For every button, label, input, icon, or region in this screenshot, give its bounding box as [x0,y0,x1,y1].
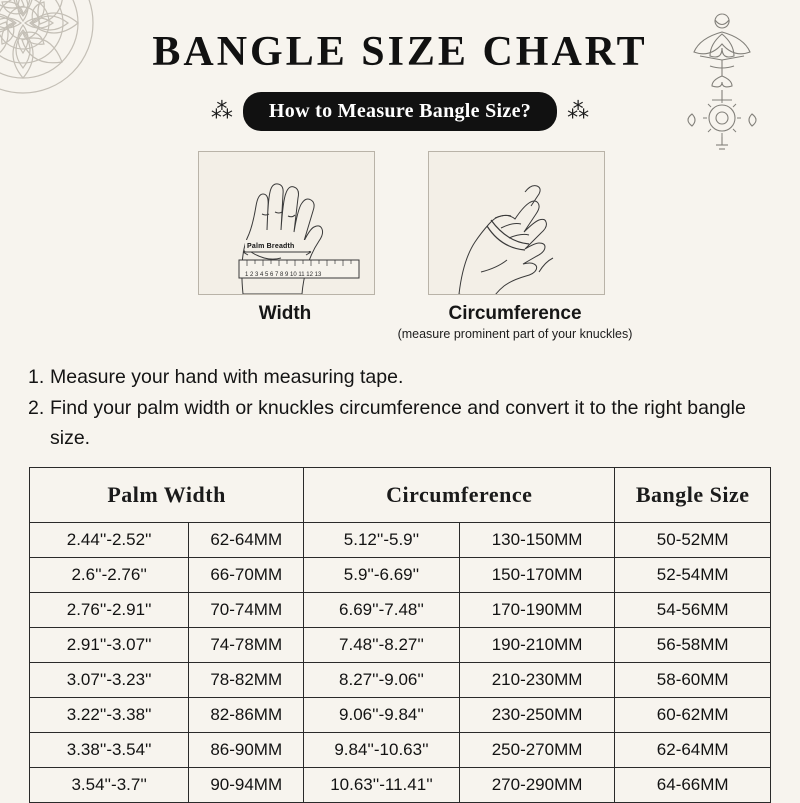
cell-palm-width-mm: 82-86MM [189,697,304,732]
hand-knuckle-circumference-illustration-icon [429,152,604,294]
cell-palm-width-in: 2.76''-2.91'' [30,592,189,627]
cell-palm-width-in: 3.38''-3.54'' [30,732,189,767]
svg-text:1 2 3 4 5 6 7 8 9 10 1: 1 2 3 4 5 6 7 8 9 10 11 12 13 [244,272,321,278]
table-row [30,767,771,802]
cell-palm-width-mm: 86-90MM [189,732,304,767]
size-table-wrapper [29,467,771,803]
instruction-step [28,363,768,392]
cell-palm-width-in: 2.44''-2.52'' [30,522,189,557]
figure-circumference-caption: Circumference [448,303,582,324]
table-header-palm-width: Palm Width [30,467,304,522]
cell-palm-width-in: 3.07''-3.23'' [30,662,189,697]
figure-circumference-image [428,151,605,295]
cell-circumference-in: 9.84''-10.63'' [304,732,460,767]
cell-bangle-size: 64-66MM [615,767,771,802]
cell-palm-width-in: 2.91''-3.07'' [30,627,189,662]
cell-circumference-mm: 150-170MM [459,557,615,592]
table-body [30,522,771,802]
cell-circumference-in: 5.12''-5.9'' [304,522,460,557]
cell-circumference-in: 5.9''-6.69'' [304,557,460,592]
step-number: 2. [28,397,45,420]
cell-circumference-mm: 190-210MM [459,627,615,662]
cell-circumference-in: 10.63''-11.41'' [304,767,460,802]
cell-palm-width-in: 3.54''-3.7'' [30,767,189,802]
cell-bangle-size: 60-62MM [615,697,771,732]
table-header-circumference: Circumference [304,467,615,522]
svg-text:Palm Breadth: Palm Breadth [246,243,295,250]
cell-circumference-mm: 230-250MM [459,697,615,732]
cell-circumference-mm: 210-230MM [459,662,615,697]
cell-palm-width-in: 2.6''-2.76'' [30,557,189,592]
cell-palm-width-mm: 90-94MM [189,767,304,802]
hand-palm-width-illustration-icon [199,152,374,294]
subtitle-pill: How to Measure Bangle Size? [243,92,557,131]
figure-width [198,151,373,325]
flourish-right-icon: ⁂ [567,98,590,124]
cell-circumference-mm: 130-150MM [459,522,615,557]
cell-circumference-mm: 250-270MM [459,732,615,767]
cell-bangle-size: 58-60MM [615,662,771,697]
cell-circumference-in: 8.27''-9.06'' [304,662,460,697]
table-row [30,732,771,767]
cell-circumference-in: 9.06''-9.84'' [304,697,460,732]
step-number: 1. [28,366,45,388]
table-row [30,627,771,662]
flourish-left-icon: ⁂ [210,98,233,124]
table-row [30,522,771,557]
step-text: Measure your hand with measuring tape. [50,366,404,388]
cell-bangle-size: 54-56MM [615,592,771,627]
cell-circumference-in: 7.48''-8.27'' [304,627,460,662]
cell-palm-width-in: 3.22''-3.38'' [30,697,189,732]
table-header-row [30,467,771,522]
figure-width-caption: Width [258,303,312,324]
cell-circumference-mm: 170-190MM [459,592,615,627]
cell-palm-width-mm: 62-64MM [189,522,304,557]
cell-palm-width-mm: 70-74MM [189,592,304,627]
table-row [30,592,771,627]
figure-circumference-subcaption: (measure prominent part of your knuckles) [397,327,633,341]
subtitle-row [0,92,800,131]
step-text: Find your palm width or knuckles circumference and convert it to the right bangle size. [50,397,746,449]
instruction-steps [28,363,768,453]
cell-circumference-in: 6.69''-7.48'' [304,592,460,627]
table-row [30,557,771,592]
table-row [30,697,771,732]
figure-width-image [198,151,375,295]
table-header-bangle-size: Bangle Size [615,467,771,522]
table-row [30,662,771,697]
figure-circumference [397,151,633,341]
cell-bangle-size: 56-58MM [615,627,771,662]
cell-bangle-size: 52-54MM [615,557,771,592]
cell-circumference-mm: 270-290MM [459,767,615,802]
cell-bangle-size: 62-64MM [615,732,771,767]
figures-row [0,151,800,341]
bangle-size-table [29,467,771,803]
cell-palm-width-mm: 66-70MM [189,557,304,592]
page-title: BANGLE SIZE CHART [152,29,648,75]
cell-palm-width-mm: 78-82MM [189,662,304,697]
instruction-step [28,394,768,453]
cell-bangle-size: 50-52MM [615,522,771,557]
cell-palm-width-mm: 74-78MM [189,627,304,662]
